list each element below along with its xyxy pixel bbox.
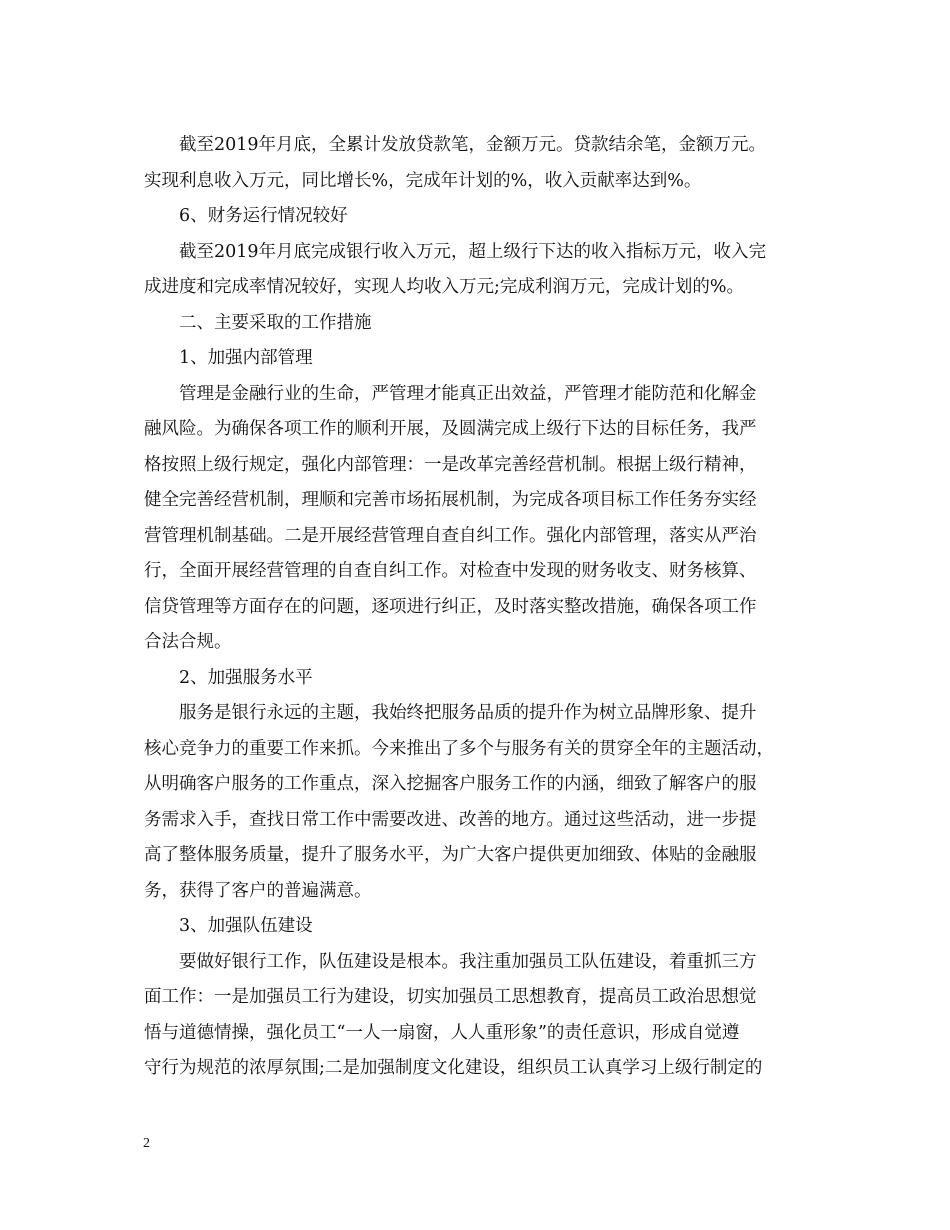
- text-line: 高了整体服务质量，提升了服务水平，为广大客户提供更加细致、体贴的金融服: [144, 845, 757, 865]
- text-line: 从明确客户服务的工作重点，深入挖掘客户服务工作的内涵，细致了解客户的服: [144, 774, 757, 794]
- text-line: 守行为规范的浓厚氛围;二是加强制度文化建设，组织员工认真学习上级行制定的: [144, 1058, 763, 1078]
- text-line: 务，获得了客户的普遍满意。: [144, 880, 372, 901]
- text-line: 营管理机制基础。二是开展经营管理自查自纠工作。强化内部管理，落实从严治: [144, 525, 757, 546]
- text-line: 管理是金融行业的生命，严管理才能真正出效益，严管理才能防范和化解金: [179, 383, 757, 404]
- text-line: 格按照上级行规定，强化内部管理：一是改革完善经营机制。根据上级行精神，: [144, 454, 757, 475]
- text-line: 成进度和完成率情况较好，实现人均收入万元;完成利润万元，完成计划的%。: [144, 277, 745, 297]
- text-line: 务需求入手，查找日常工作中需要改进、改善的地方。通过这些活动，进一步提: [144, 809, 757, 830]
- text-line: 面工作：一是加强员工行为建设，切实加强员工思想教育，提高员工政治思想觉: [144, 987, 757, 1007]
- text-line: 3、加强队伍建设: [179, 916, 313, 936]
- text-line: 融风险。为确保各项工作的顺利开展，及圆满完成上级行下达的目标任务，我严: [144, 419, 757, 439]
- text-line: 服务是银行永远的主题，我始终把服务品质的提升作为树立品牌形象、提升: [179, 703, 757, 723]
- page-number: 2: [143, 1136, 150, 1151]
- text-line: 二、主要采取的工作措施: [179, 312, 372, 333]
- text-line: 截至2019年月底完成银行收入万元，超上级行下达的收入指标万元，收入完: [179, 241, 767, 262]
- text-line: 2、加强服务水平: [179, 667, 313, 688]
- text-line: 悟与道德情操，强化员工“一人一扇窗，人人重形象”的责任意识，形成自觉遵: [144, 1022, 740, 1043]
- text-line: 核心竞争力的重要工作来抓。今来推出了多个与服务有关的贯穿全年的主题活动，: [144, 738, 774, 759]
- document-body: [144, 128, 806, 1087]
- text-line: 截至2019年月底，全累计发放贷款笔，金额万元。贷款结余笔，金额万元。: [179, 135, 767, 155]
- text-line: 信贷管理等方面存在的问题，逐项进行纠正，及时落实整改措施，确保各项工作: [144, 596, 757, 617]
- text-line: 要做好银行工作，队伍建设是根本。我注重加强员工队伍建设，着重抓三方: [179, 951, 757, 972]
- text-line: 6、财务运行情况较好: [179, 206, 348, 226]
- text-line: 合法合规。: [144, 632, 232, 652]
- text-line: 健全完善经营机制，理顺和完善市场拓展机制，为完成各项目标工作任务夯实经: [144, 490, 757, 510]
- text-line: 实现利息收入万元，同比增长%，完成年计划的%，收入贡献率达到%。: [144, 170, 702, 191]
- text-line: 行，全面开展经营管理的自查自纠工作。对检查中发现的财务收支、财务核算、: [144, 561, 757, 581]
- text-line: 1、加强内部管理: [179, 348, 313, 368]
